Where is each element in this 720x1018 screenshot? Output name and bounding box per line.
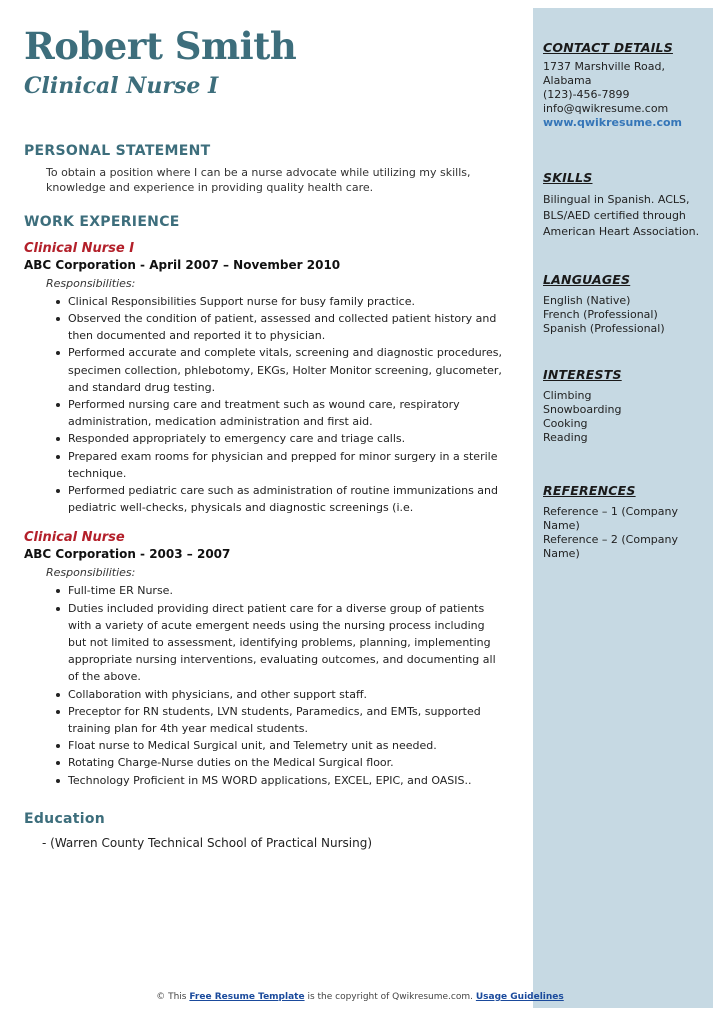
list-item: Climbing xyxy=(543,389,592,402)
list-item: Full-time ER Nurse. xyxy=(56,582,502,599)
interests-heading: INTERESTS xyxy=(543,367,622,382)
list-item: Float nurse to Medical Surgical unit, and Telemetry unit as needed. xyxy=(56,737,502,754)
footer-prefix: © This xyxy=(156,992,187,1002)
list-item: Collaboration with physicians, and other support staff. xyxy=(56,686,502,703)
skills-text: Bilingual in Spanish. ACLS, BLS/AED certified through American Heart Association. xyxy=(543,193,700,238)
list-item: Performed accurate and complete vitals, screening and diagnostic procedures, specimen collection, phlebotomy, EKGs, Holter Monitor screening, glucometer, and standard drug testing. xyxy=(56,344,502,396)
list-item: Responded appropriately to emergency care and triage calls. xyxy=(56,430,502,447)
job-entry-1 xyxy=(24,241,504,517)
interests-list xyxy=(543,389,703,445)
job-role: Clinical Nurse I xyxy=(24,240,135,256)
copyright-footer xyxy=(0,992,720,1002)
resume-sidebar xyxy=(533,8,713,1008)
contact-email[interactable]: info@qwikresume.com xyxy=(543,102,669,115)
duties-list xyxy=(56,293,502,517)
contact-heading: CONTACT DETAILS xyxy=(543,40,673,55)
list-item: Performed nursing care and treatment such as wound care, respiratory administration, medication administration and first aid. xyxy=(56,396,502,430)
list-item: Snowboarding xyxy=(543,403,622,416)
list-item: French (Professional) xyxy=(543,308,658,321)
skills-section xyxy=(543,170,703,240)
list-item: Reading xyxy=(543,431,588,444)
contact-section xyxy=(543,40,703,130)
job-company-dates: ABC Corporation - 2003 – 2007 xyxy=(24,547,231,562)
candidate-name: Robert Smith xyxy=(24,24,297,68)
list-item: Performed pediatric care such as administration of routine immunizations and pediatric well-checks, physicals and diagnostic screenings (i.e. xyxy=(56,482,502,516)
responsibilities-label: Responsibilities: xyxy=(46,276,136,290)
languages-list xyxy=(543,294,703,336)
languages-section xyxy=(543,272,703,336)
list-item: Spanish (Professional) xyxy=(543,322,665,335)
resume-main-column xyxy=(24,26,504,850)
references-list xyxy=(543,505,703,561)
responsibilities-label: Responsibilities: xyxy=(46,566,136,580)
skills-heading: SKILLS xyxy=(543,170,593,185)
education-item: - (Warren County Technical School of Practical Nursing) xyxy=(42,835,373,850)
education-heading: Education xyxy=(24,810,106,827)
contact-website-link[interactable]: www.qwikresume.com xyxy=(543,116,682,129)
interests-section xyxy=(543,367,703,445)
languages-heading: LANGUAGES xyxy=(543,272,631,287)
references-heading: REFERENCES xyxy=(543,483,636,498)
list-item: Observed the condition of patient, assessed and collected patient history and then documented and reported it to physician. xyxy=(56,310,502,344)
list-item: Cooking xyxy=(543,417,588,430)
job-company-dates: ABC Corporation - April 2007 – November 2010 xyxy=(24,257,341,272)
contact-details xyxy=(543,60,703,130)
work-experience-heading: WORK EXPERIENCE xyxy=(24,213,180,230)
job-entry-2 xyxy=(24,530,504,788)
list-item: English (Native) xyxy=(543,294,631,307)
list-item: Reference – 1 (Company Name) xyxy=(543,505,679,532)
list-item: Rotating Charge-Nurse duties on the Medical Surgical floor. xyxy=(56,754,502,771)
list-item: Reference – 2 (Company Name) xyxy=(543,533,679,560)
list-item: Clinical Responsibilities Support nurse for busy family practice. xyxy=(56,293,502,310)
usage-guidelines-link[interactable]: Usage Guidelines xyxy=(475,992,564,1002)
job-role: Clinical Nurse xyxy=(24,530,125,546)
free-resume-template-link[interactable]: Free Resume Template xyxy=(189,992,305,1002)
contact-phone: (123)-456-7899 xyxy=(543,88,630,101)
list-item: Preceptor for RN students, LVN students, Paramedics, and EMTs, supported training plan for 4th year medical students. xyxy=(56,703,502,737)
footer-middle: is the copyright of Qwikresume.com. xyxy=(307,992,473,1002)
list-item: Technology Proficient in MS WORD applications, EXCEL, EPIC, and OASIS.. xyxy=(56,772,502,789)
candidate-title: Clinical Nurse I xyxy=(24,72,219,99)
references-section xyxy=(543,483,703,561)
personal-statement-heading: PERSONAL STATEMENT xyxy=(24,142,211,159)
list-item: Prepared exam rooms for physician and prepped for minor surgery in a sterile technique. xyxy=(56,448,502,482)
contact-address: 1737 Marshville Road, Alabama xyxy=(543,60,665,87)
duties-list xyxy=(56,582,502,788)
personal-statement-text: To obtain a position where I can be a nurse advocate while utilizing my skills, knowledge and experience in providing quality health care. xyxy=(46,165,471,194)
list-item: Duties included providing direct patient care for a diverse group of patients with a variety of acute emergent needs using the nursing process including but not limited to assessment, identifying problems, planning, implementing appropriate nursing interventions, evaluating outcomes, and documenting all of the above. xyxy=(56,600,502,686)
